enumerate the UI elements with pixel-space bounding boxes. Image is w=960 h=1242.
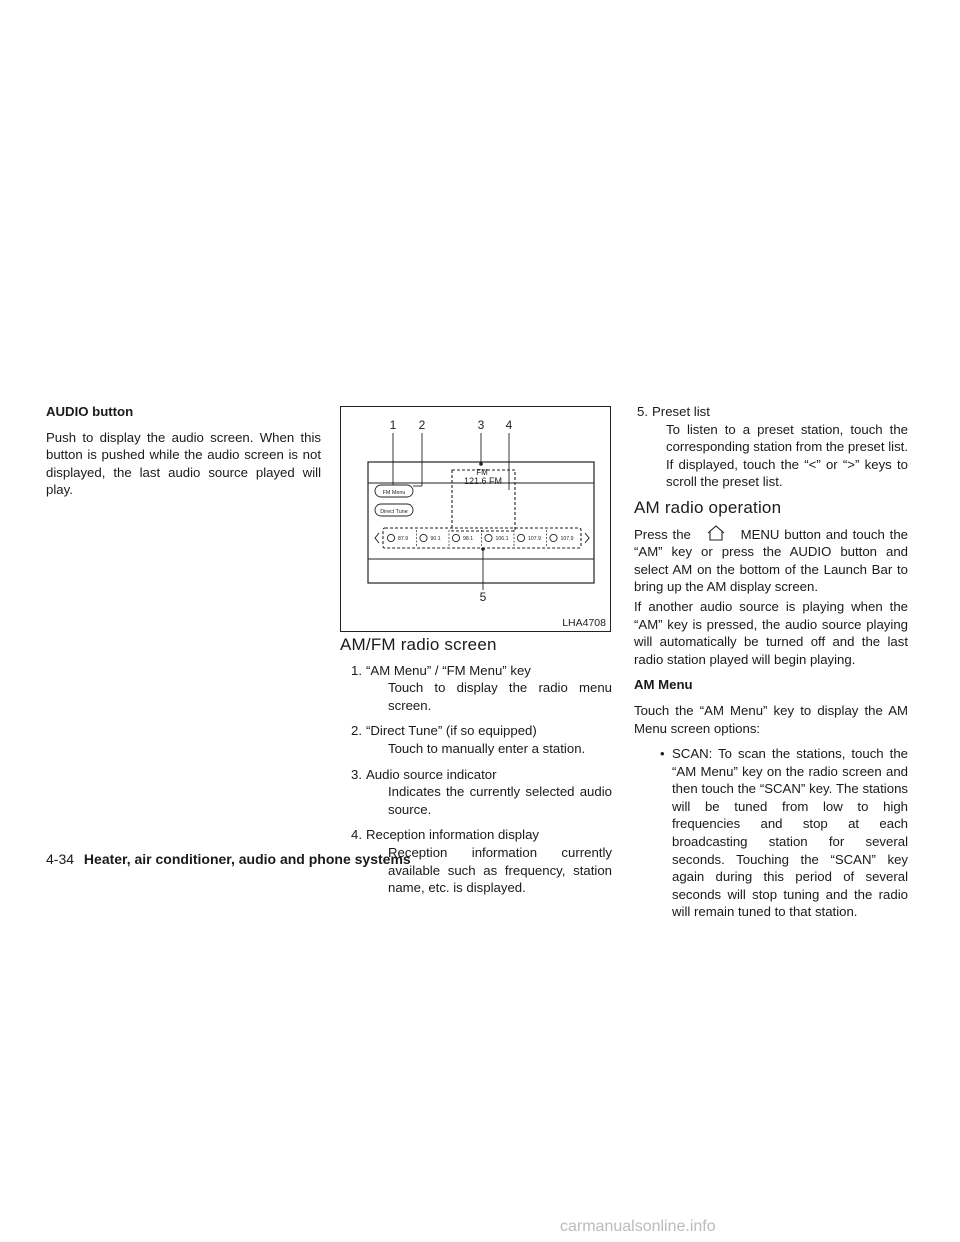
list-item (634, 403, 908, 491)
item-desc: Indicates the currently selected audio source. (388, 784, 612, 817)
right-column (634, 403, 908, 921)
leader-3-dot (479, 462, 483, 466)
preset-label: 87.9 (398, 536, 409, 542)
list-item (340, 722, 612, 757)
preset-buttons (387, 530, 573, 546)
scan-bullet (634, 745, 908, 921)
preset-prev-arrow (375, 533, 379, 543)
item-title: “Direct Tune” (if so equipped) (366, 723, 537, 739)
list-item (340, 766, 612, 819)
radio-screen-diagram (341, 407, 609, 630)
page-number: 4-34 (46, 851, 75, 867)
item-number: 1. (351, 662, 362, 678)
callout-5: 5 (479, 590, 487, 604)
item-number: 3. (351, 766, 362, 782)
watermark: carmanualsonline.info (560, 1218, 716, 1235)
radio-screen-figure (340, 406, 611, 632)
scan-text: SCAN: To scan the stations, touch the “AM Menu” key on the radio screen and then touch the “SCAN” key. The stations will be tuned from low to high frequencies and stop at each broadcasting station for several seconds. Touching the “SCAN” key again during this period of several seconds will stop tuning and the radio will remain tuned to that station. (672, 746, 908, 920)
item-desc: To listen to a preset station, touch the corresponding station from the preset list. If displayed, touch the “<” or “>” keys to scroll the preset list. (666, 421, 908, 490)
list-item (340, 662, 612, 715)
direct-tune-label: Direct Tune (380, 509, 408, 515)
am-menu-para: Touch the “AM Menu” key to display the AM Menu screen options: (634, 702, 908, 736)
page-footer (46, 851, 411, 867)
callout-4: 4 (505, 418, 513, 432)
preset-circle (485, 534, 492, 541)
item-title: Preset list (652, 404, 710, 419)
item-desc: Touch to manually enter a station. (388, 740, 586, 756)
item-title: Audio source indicator (366, 766, 497, 782)
preset-circle (452, 534, 459, 541)
item-desc: Touch to display the radio menu screen. (388, 680, 612, 713)
item-title: Reception information display (366, 827, 539, 843)
preset-next-arrow (585, 533, 589, 543)
preset-label: 106.1 (495, 536, 509, 542)
preset-label: 107.9 (560, 536, 574, 542)
preset-circle (550, 534, 557, 541)
chapter-title: Heater, air conditioner, audio and phone systems (83, 851, 411, 867)
frequency-display: 121.6 FM (463, 476, 503, 486)
figure-code: LHA4708 (562, 617, 606, 629)
preset-label: 90.1 (430, 536, 441, 542)
preset-circle (420, 534, 427, 541)
audio-button-heading: AUDIO button (46, 404, 134, 419)
audio-button-text: Push to display the audio screen. When this button is pushed while the audio screen is not displayed, the last audio source played will play. (46, 429, 321, 498)
preset-circle (387, 534, 394, 541)
radio-screen-heading: AM/FM radio screen (340, 635, 497, 654)
item-number: 2. (351, 723, 362, 739)
item-number: 5. (637, 404, 648, 419)
am-menu-heading: AM Menu (634, 677, 693, 693)
press-the-text: Press the (634, 526, 691, 542)
am-radio-para-1 (634, 525, 908, 596)
item-title: “AM Menu” / “FM Menu” key (366, 662, 531, 678)
preset-label: 107.9 (528, 536, 541, 542)
home-icon (696, 525, 736, 541)
callout-1: 1 (389, 418, 397, 432)
bullet-dot: • (660, 746, 665, 762)
left-column (46, 403, 321, 499)
am-radio-heading: AM radio operation (634, 497, 782, 517)
callout-3: 3 (477, 418, 485, 432)
fm-menu-label: FM Menu (382, 490, 406, 496)
menu-button-text: MENU button and touch the “AM” key or press the AUDIO button and select AM on the bottom of the Launch Bar to bring up the AM display screen. (634, 526, 909, 595)
item-number: 4. (351, 827, 362, 843)
preset-circle (517, 534, 524, 541)
band-label: FM (476, 468, 488, 477)
am-radio-para-2: If another audio source is playing when the “AM” key is pressed, the audio source playing will automatically be turned off and the last radio station played will begin playing. (634, 598, 908, 667)
preset-label: 98.1 (463, 536, 474, 542)
callout-2: 2 (418, 418, 426, 432)
item-desc: Reception information currently available such as frequency, station name, etc. is displayed. (388, 844, 612, 896)
